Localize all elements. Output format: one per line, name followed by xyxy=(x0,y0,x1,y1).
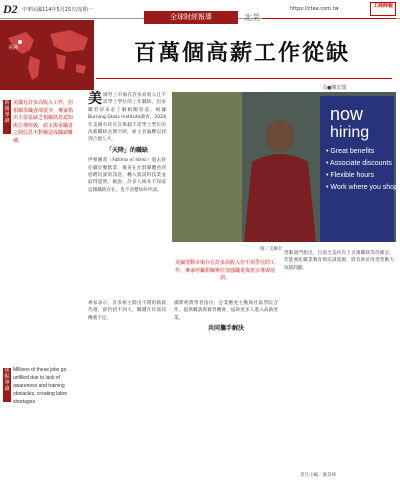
rail-label-bottom: 焦點導讀 xyxy=(3,368,11,402)
column-4-text: 勞動部門指出，目前全美約有上百萬職缺等待補足，若能強化職業教育與培訓資源，將有助於改善勞動力短缺問題。 xyxy=(284,251,394,271)
sign-item-3: • Flexible hours xyxy=(326,172,374,179)
subheading-2: 共同攜手解決 xyxy=(207,325,244,333)
photo-caption: 美國勞動市場存在許多高收入但不需學位的工作，專家呼籲相關單位加強職業資訊宣導與培訓。 xyxy=(174,260,275,281)
column-1-text-2: 伊頓圖書（Fatima el Idrisi）過去曾任職於餐飲業，後來在社群媒體看到招聘培訓的訊息，轉入資訊科技業並取得證照。她說，許多人根本不知道這類職缺存在，也不清楚如何申請。 xyxy=(88,158,166,193)
section-banner: 全球財經報導 xyxy=(144,11,238,24)
subheading-1: 「天降」的職缺 xyxy=(105,146,148,154)
site-url[interactable]: https://ctee.com.tw xyxy=(290,6,339,12)
byline: 文●陳宏瑞 xyxy=(322,85,347,91)
rail-label-top: 新聞導讀 xyxy=(3,100,11,134)
section-region: 北美 xyxy=(244,13,260,22)
sign-now-text: now xyxy=(330,104,364,124)
article-column-2 xyxy=(88,300,166,322)
article-column-4 xyxy=(284,250,394,272)
page-number: D2 xyxy=(3,2,18,16)
article-column-3 xyxy=(174,300,278,336)
photo-credit: 圖／美聯社 xyxy=(260,247,283,252)
sign-hiring-text: hiring xyxy=(330,124,370,141)
drop-cap: 美 xyxy=(88,91,102,107)
column-1-text: 國勞工市場有許多高收入且不需學士學位的工作職缺，但求職者卻未必了解相關管道。根據Burning Glass Institute調查，2024年美國有約有百萬個不需學士學位的高薪職缺長期空缺，雇主普遍難以找到合適人才。 xyxy=(88,93,166,143)
article-column-1 xyxy=(88,92,166,194)
rail-summary-bottom: Millions of these jobs go unfilled due to lack of awareness and training obstacles, creating labor shortages xyxy=(13,367,68,405)
map-region-label: 美洲 xyxy=(8,45,19,51)
issue-date: 中華民國114年5月15日/星期一 xyxy=(22,7,93,13)
sign-item-2: • Associate discounts xyxy=(326,160,392,167)
headline: 百萬個高薪工作從缺 xyxy=(133,40,350,66)
rail-summary-top: 美國有許多高收入工作，但相關求職者卻很少，專家指出主要是缺乏相關訊息認知與引導所致，雇主與求職者之間信息不對稱造成職缺難補。 xyxy=(13,100,74,144)
sign-item-1: • Great benefits xyxy=(326,148,375,155)
sign-item-4: • Work where you shop xyxy=(326,184,398,191)
section-rule xyxy=(262,18,396,19)
footer-editor: 責任主編／蕭景峰 xyxy=(300,473,336,478)
masthead-logo: 工商時報 xyxy=(370,2,396,16)
world-map-graphic xyxy=(0,20,94,90)
column-3-text: 國際經濟學者指出，企業應更主動與社區學院合作，提供職訓與實習機會，協助更多人進入高薪產業。 xyxy=(174,301,278,321)
headline-rule xyxy=(96,78,392,79)
column-2-text: 專家表示，許多雇主開出不錯的薪資待遇，卻仍招不到人，關鍵在於資訊傳遞不足。 xyxy=(88,301,166,321)
